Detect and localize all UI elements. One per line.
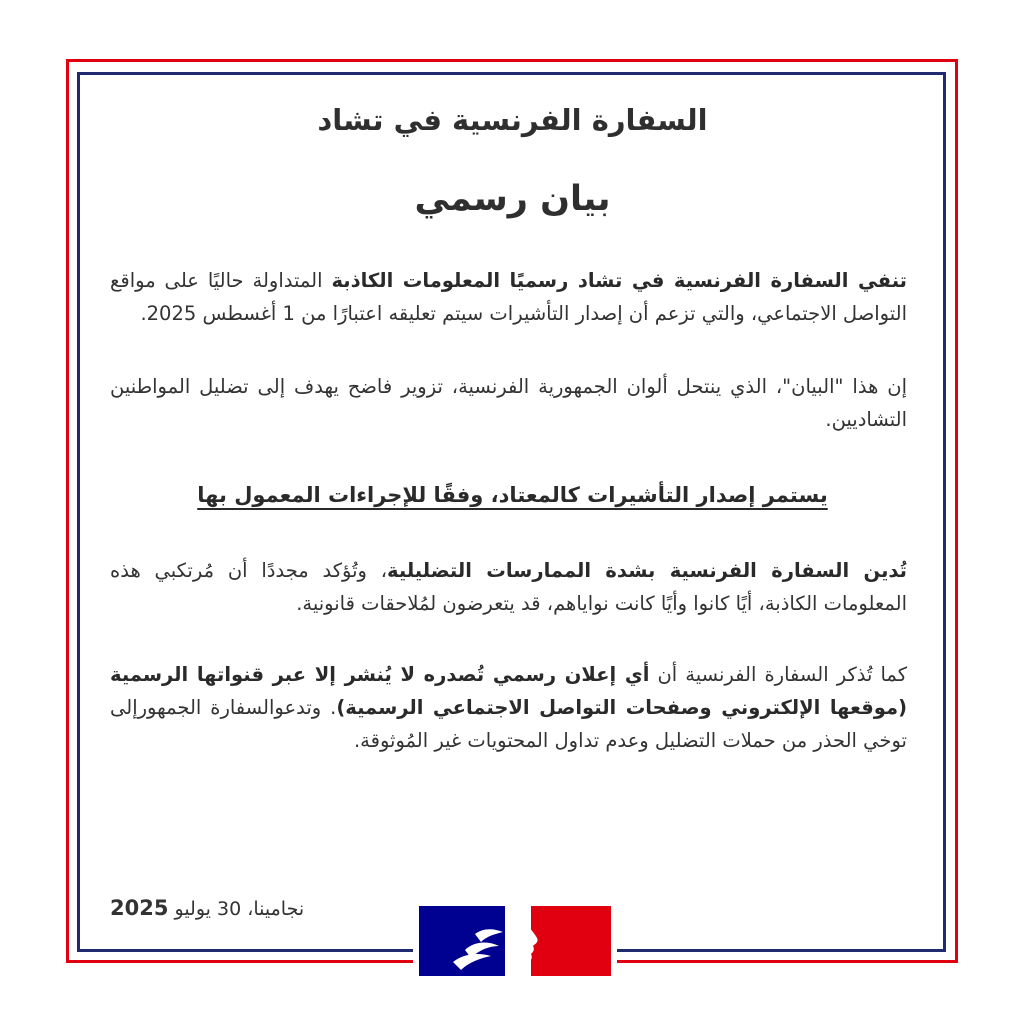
- paragraph-official-channels-bold: أي إعلان رسمي تُصدره لا يُنشر إلا عبر قنواتها الرسمية (موقعها الإلكتروني وصفحات التواصل الاجتماعي الرسمية): [110, 663, 908, 719]
- paragraph-denial-text: المتداولة حاليًا على مواقع التواصل الاجتماعي، والتي تزعم أن إصدار التأشيرات سيتم تعليقه اعتبارًا من 1 أغسطس 2025.: [110, 269, 907, 325]
- paragraph-condemnation: [110, 554, 915, 620]
- paragraph-denial: [110, 264, 915, 330]
- paragraph-forgery: [110, 370, 915, 436]
- statement-content: [110, 88, 915, 757]
- paragraph-forgery-text: إن هذا "البيان"، الذي ينتحل ألوان الجمهورية الفرنسية، تزوير فاضح يهدف إلى تضليل المواطنين التشاديين.: [110, 375, 907, 431]
- paragraph-condemnation-bold: تُدين السفارة الفرنسية بشدة الممارسات التضليلية: [387, 559, 907, 582]
- embassy-title: السفارة الفرنسية في تشاد: [317, 103, 708, 137]
- paragraph-official-channels-end: . وتدعوالسفارة الجمهورإلى توخي الحذر من حملات التضليل وعدم تداول المحتويات غير المُوثوقة.: [110, 696, 907, 752]
- place-date-text: نجامينا، 30 يوليو: [174, 898, 305, 920]
- paragraph-denial-bold: تنفي السفارة الفرنسية في تشاد رسميًا المعلومات الكاذبة: [331, 269, 907, 292]
- date-year: 2025: [110, 896, 169, 920]
- marianne-logo-icon: [413, 906, 617, 976]
- paragraph-condemnation-text: ، وتُؤكد مجددًا أن مُرتكبي هذه المعلومات الكاذبة، أيًا كانوا وأيًا كانت نواياهم، قد يتعرضون لمُلاحقات قانونية.: [110, 559, 907, 615]
- visa-continuation-headline: يستمر إصدار التأشيرات كالمعتاد، وفقًا للإجراءات المعمول بها: [197, 483, 828, 507]
- statement-subtitle: بيان رسمي: [414, 179, 611, 219]
- paragraph-official-channels-start: كما تُذكر السفارة الفرنسية أن: [649, 663, 907, 686]
- place-and-date: [110, 896, 304, 920]
- paragraph-official-channels: [110, 658, 915, 757]
